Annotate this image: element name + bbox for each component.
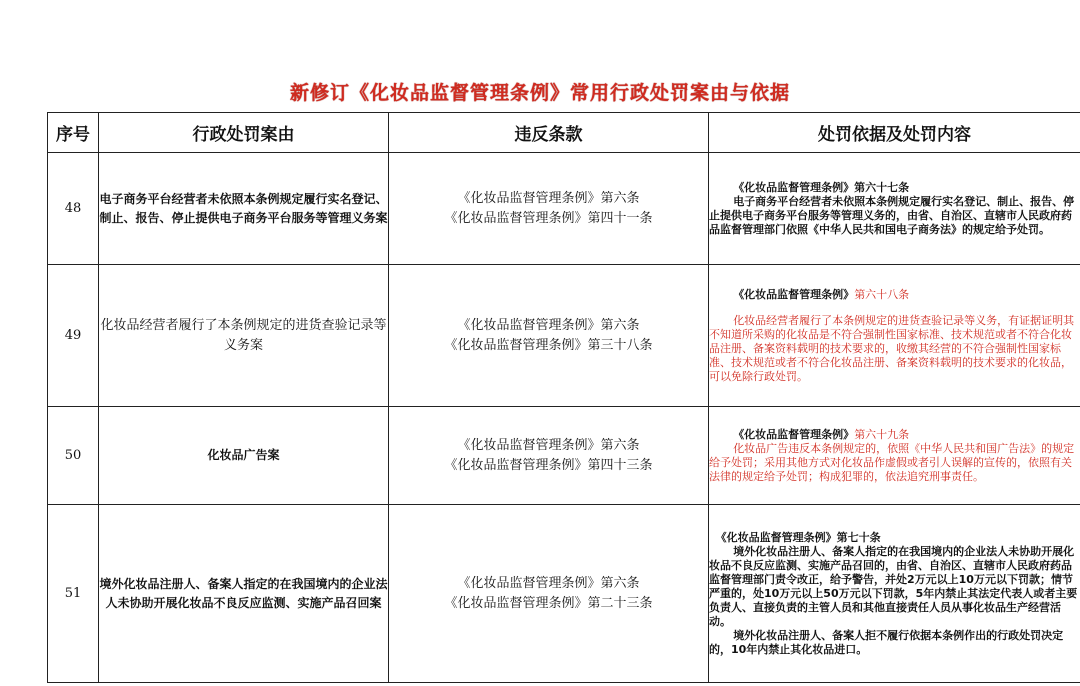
table-row <box>48 505 1080 683</box>
row-basis <box>709 265 1080 407</box>
basis-article: 第六十九条 <box>854 427 910 441</box>
row-article <box>389 153 709 265</box>
basis-text: 化妆品广告违反本条例规定的，依照《中华人民共和国广告法》的规定给予处罚；采用其他方式对化妆品作虚假或者引人误解的宣传的，依照有关法律的规定给予处罚；构成犯罪的，依法追究刑事责任。 <box>709 441 1075 483</box>
article-line: 《化妆品监督管理条例》第六条 <box>457 190 640 206</box>
table-row <box>48 153 1080 265</box>
basis-heading <box>709 288 1080 302</box>
header-cause: 行政处罚案由 <box>99 113 389 153</box>
table-row <box>48 407 1080 505</box>
row-cause: 化妆品经营者履行了本条例规定的进货查验记录等义务案 <box>99 265 389 407</box>
document-title: 新修订《化妆品监督管理条例》常用行政处罚案由与依据 <box>289 82 790 104</box>
basis-text: 化妆品经营者履行了本条例规定的进货查验记录等义务，有证据证明其不知道所采购的化妆品是不符合强制性国家标准、技术规范或者不符合化妆品注册、备案资料载明的技术要求的，收缴其经营的不符合强制性国家标准、技术规范或者不符合化妆品注册、备案资料载明的技术要求的化妆品，可以免除行政处罚。 <box>709 313 1075 383</box>
row-article <box>389 265 709 407</box>
basis-text: 电子商务平台经营者未依照本条例规定履行实名登记、制止、报告、停止提供电子商务平台服务等管理义务的，由省、自治区、直辖市人民政府药品监督管理部门依照《中华人民共和国电子商务法》的规定给予处罚。 <box>709 194 1075 236</box>
basis-text: 境外化妆品注册人、备案人拒不履行依据本条例作出的行政处罚决定的，10年内禁止其化妆品进口。 <box>709 628 1064 656</box>
header-num: 序号 <box>48 113 99 153</box>
row-cause: 电子商务平台经营者未依照本条例规定履行实名登记、制止、报告、停止提供电子商务平台服务等管理义务案 <box>99 153 389 265</box>
row-cause: 境外化妆品注册人、备案人指定的在我国境内的企业法人未协助开展化妆品不良反应监测、实施产品召回案 <box>99 505 389 683</box>
row-num: 48 <box>48 153 99 265</box>
basis-article: 第六十八条 <box>854 287 910 301</box>
header-article: 违反条款 <box>389 113 709 153</box>
basis-law: 《化妆品监督管理条例》 <box>733 427 855 441</box>
article-line: 《化妆品监督管理条例》第六条 <box>457 575 640 591</box>
row-basis <box>709 505 1080 683</box>
basis-heading: 《化妆品监督管理条例》第七十条 <box>715 530 881 544</box>
basis-text: 境外化妆品注册人、备案人指定的在我国境内的企业法人未协助开展化妆品不良反应监测、实施产品召回的，由省、自治区、直辖市人民政府药品监督管理部门责令改正，给予警告，并处2万元以上10万元以下罚款；情节严重的，处10万元以上50万元以下罚款，5年内禁止其法定代表人或者主要负责人、直接负责的主管人员和其他直接责任人员从事化妆品生产经营活动。 <box>709 544 1078 628</box>
basis-heading <box>709 428 1080 442</box>
row-article <box>389 407 709 505</box>
article-line: 《化妆品监督管理条例》第四十三条 <box>444 457 653 473</box>
basis-law: 《化妆品监督管理条例》 <box>733 287 855 301</box>
row-cause: 化妆品广告案 <box>99 407 389 505</box>
row-article <box>389 505 709 683</box>
penalty-table <box>47 112 1080 683</box>
basis-heading: 《化妆品监督管理条例》第六十七条 <box>733 180 910 194</box>
article-line: 《化妆品监督管理条例》第四十一条 <box>444 210 653 226</box>
row-num: 50 <box>48 407 99 505</box>
table-header-row <box>48 113 1080 153</box>
header-basis: 处罚依据及处罚内容 <box>709 113 1080 153</box>
table-row <box>48 265 1080 407</box>
row-num: 49 <box>48 265 99 407</box>
row-basis <box>709 153 1080 265</box>
row-num: 51 <box>48 505 99 683</box>
article-line: 《化妆品监督管理条例》第三十八条 <box>444 337 653 353</box>
article-line: 《化妆品监督管理条例》第六条 <box>457 317 640 333</box>
article-line: 《化妆品监督管理条例》第六条 <box>457 437 640 453</box>
article-line: 《化妆品监督管理条例》第二十三条 <box>444 595 653 611</box>
row-basis <box>709 407 1080 505</box>
